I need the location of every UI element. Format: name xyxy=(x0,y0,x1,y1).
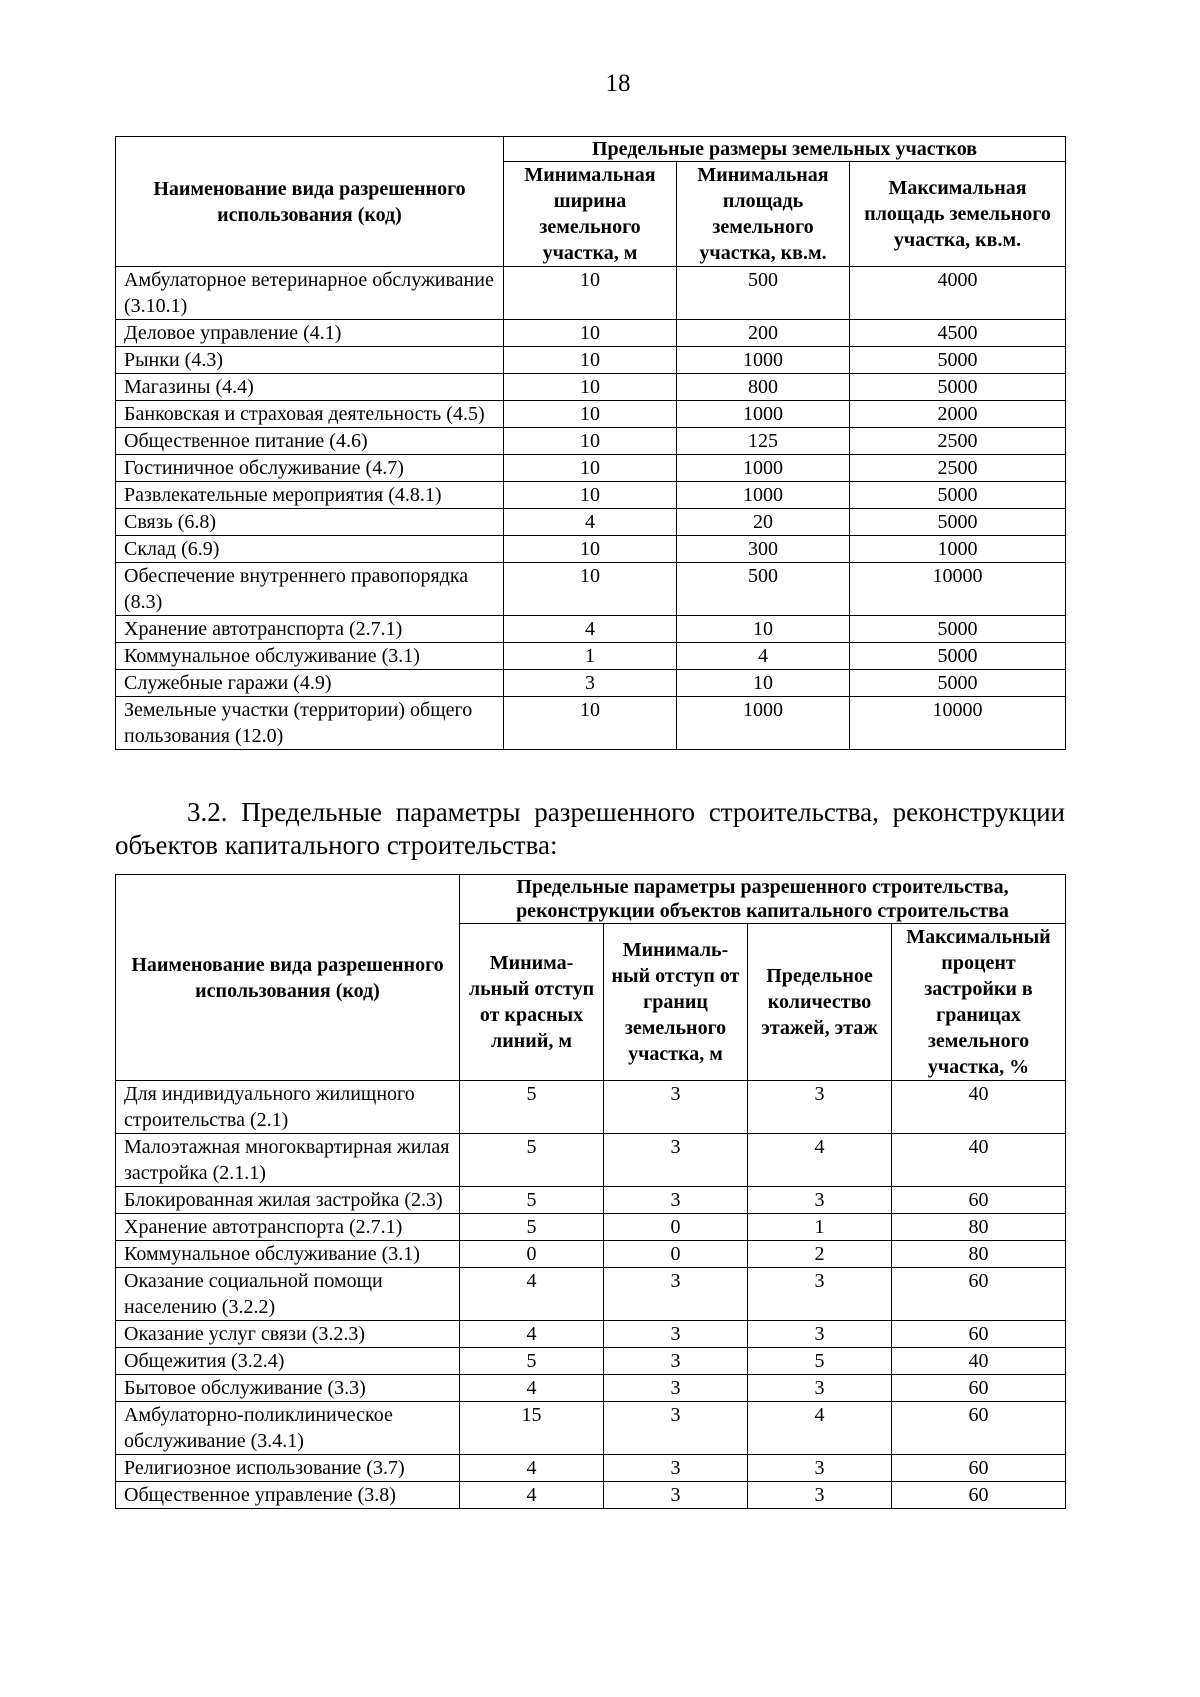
value-cell: 2 xyxy=(748,1241,892,1268)
table-row xyxy=(116,1268,1066,1321)
table-row xyxy=(116,401,1066,428)
value-cell: 80 xyxy=(892,1214,1066,1241)
value-cell: 3 xyxy=(604,1375,748,1402)
value-cell: 3 xyxy=(604,1081,748,1134)
use-type-cell: Банковская и страховая деятельность (4.5) xyxy=(116,401,504,428)
value-cell: 4 xyxy=(504,509,677,536)
construction-parameters-table xyxy=(115,874,1066,1509)
value-cell: 4 xyxy=(460,1268,604,1321)
t2-col-boundary-setback: Минималь-ный отступ от границ земельного участка, м xyxy=(604,924,748,1081)
value-cell: 1000 xyxy=(677,455,850,482)
use-type-cell: Амбулаторное ветеринарное обслуживание (3.10.1) xyxy=(116,267,504,320)
table-row xyxy=(116,1482,1066,1509)
value-cell: 1000 xyxy=(677,347,850,374)
table-row xyxy=(116,1402,1066,1455)
value-cell: 10 xyxy=(504,455,677,482)
value-cell: 0 xyxy=(460,1241,604,1268)
value-cell: 1 xyxy=(748,1214,892,1241)
value-cell: 10 xyxy=(504,374,677,401)
use-type-cell: Малоэтажная многоквартирная жилая застройка (2.1.1) xyxy=(116,1134,460,1187)
use-type-cell: Для индивидуального жилищного строительства (2.1) xyxy=(116,1081,460,1134)
use-type-cell: Гостиничное обслуживание (4.7) xyxy=(116,455,504,482)
value-cell: 4 xyxy=(460,1321,604,1348)
value-cell: 3 xyxy=(748,1482,892,1509)
value-cell: 60 xyxy=(892,1375,1066,1402)
use-type-cell: Общежития (3.2.4) xyxy=(116,1348,460,1375)
value-cell: 3 xyxy=(748,1375,892,1402)
table-row xyxy=(116,1214,1066,1241)
t2-name-header: Наименование вида разрешенного использования (код) xyxy=(116,875,460,1081)
table-row xyxy=(116,455,1066,482)
table-row xyxy=(116,482,1066,509)
table-row xyxy=(116,697,1066,750)
table-row xyxy=(116,509,1066,536)
table-row xyxy=(116,563,1066,616)
value-cell: 3 xyxy=(748,1455,892,1482)
table-row xyxy=(116,616,1066,643)
value-cell: 5000 xyxy=(850,616,1066,643)
value-cell: 4 xyxy=(748,1134,892,1187)
use-type-cell: Блокированная жилая застройка (2.3) xyxy=(116,1187,460,1214)
table-row xyxy=(116,1081,1066,1134)
table-row xyxy=(116,1241,1066,1268)
use-type-cell: Склад (6.9) xyxy=(116,536,504,563)
page-number: 18 xyxy=(605,70,631,97)
t2-group-header: Предельные параметры разрешенного строительства, реконструкции объектов капитального строительства xyxy=(460,875,1066,924)
value-cell: 5000 xyxy=(850,670,1066,697)
value-cell: 1000 xyxy=(677,401,850,428)
value-cell: 10 xyxy=(504,347,677,374)
value-cell: 300 xyxy=(677,536,850,563)
value-cell: 10 xyxy=(677,616,850,643)
value-cell: 5 xyxy=(460,1214,604,1241)
value-cell: 60 xyxy=(892,1187,1066,1214)
value-cell: 5000 xyxy=(850,643,1066,670)
use-type-cell: Хранение автотранспорта (2.7.1) xyxy=(116,1214,460,1241)
value-cell: 3 xyxy=(748,1321,892,1348)
use-type-cell: Хранение автотранспорта (2.7.1) xyxy=(116,616,504,643)
use-type-cell: Амбулаторно-поликлиническое обслуживание (3.4.1) xyxy=(116,1402,460,1455)
value-cell: 2500 xyxy=(850,455,1066,482)
value-cell: 10 xyxy=(504,267,677,320)
table-row xyxy=(116,347,1066,374)
value-cell: 4000 xyxy=(850,267,1066,320)
table-row xyxy=(116,374,1066,401)
value-cell: 5000 xyxy=(850,482,1066,509)
value-cell: 60 xyxy=(892,1268,1066,1321)
value-cell: 3 xyxy=(604,1482,748,1509)
value-cell: 200 xyxy=(677,320,850,347)
value-cell: 3 xyxy=(604,1321,748,1348)
use-type-cell: Бытовое обслуживание (3.3) xyxy=(116,1375,460,1402)
table-row xyxy=(116,1321,1066,1348)
use-type-cell: Деловое управление (4.1) xyxy=(116,320,504,347)
t1-name-header: Наименование вида разрешенного использования (код) xyxy=(116,137,504,267)
value-cell: 3 xyxy=(604,1187,748,1214)
value-cell: 1000 xyxy=(677,482,850,509)
value-cell: 5000 xyxy=(850,509,1066,536)
t2-col-floors: Предельное количество этажей, этаж xyxy=(748,924,892,1081)
value-cell: 3 xyxy=(748,1187,892,1214)
value-cell: 10 xyxy=(504,563,677,616)
t2-col-coverage: Максимальный процент застройки в границах земельного участка, % xyxy=(892,924,1066,1081)
value-cell: 3 xyxy=(748,1081,892,1134)
value-cell: 80 xyxy=(892,1241,1066,1268)
value-cell: 10 xyxy=(504,401,677,428)
value-cell: 0 xyxy=(604,1214,748,1241)
value-cell: 4 xyxy=(460,1482,604,1509)
value-cell: 500 xyxy=(677,563,850,616)
table-row xyxy=(116,643,1066,670)
value-cell: 3 xyxy=(748,1268,892,1321)
value-cell: 60 xyxy=(892,1482,1066,1509)
value-cell: 5000 xyxy=(850,374,1066,401)
value-cell: 10000 xyxy=(850,697,1066,750)
value-cell: 3 xyxy=(604,1134,748,1187)
use-type-cell: Оказание социальной помощи населению (3.2.2) xyxy=(116,1268,460,1321)
value-cell: 3 xyxy=(604,1402,748,1455)
table-row xyxy=(116,670,1066,697)
value-cell: 10 xyxy=(504,482,677,509)
value-cell: 4 xyxy=(460,1455,604,1482)
value-cell: 3 xyxy=(604,1268,748,1321)
land-plot-size-table xyxy=(115,136,1066,750)
t2-col-red-line-setback: Минима-льный отступ от красных линий, м xyxy=(460,924,604,1081)
section-paragraph: 3.2. Предельные параметры разрешенного строительства, реконструкции объектов капитального строительства: xyxy=(115,797,1065,860)
use-type-cell: Общественное управление (3.8) xyxy=(116,1482,460,1509)
value-cell: 500 xyxy=(677,267,850,320)
value-cell: 2500 xyxy=(850,428,1066,455)
value-cell: 60 xyxy=(892,1402,1066,1455)
t1-col-max-area: Максимальная площадь земельного участка, кв.м. xyxy=(850,162,1066,267)
value-cell: 10 xyxy=(504,428,677,455)
value-cell: 4 xyxy=(748,1402,892,1455)
value-cell: 10 xyxy=(504,320,677,347)
use-type-cell: Служебные гаражи (4.9) xyxy=(116,670,504,697)
value-cell: 800 xyxy=(677,374,850,401)
value-cell: 4 xyxy=(677,643,850,670)
use-type-cell: Связь (6.8) xyxy=(116,509,504,536)
use-type-cell: Обеспечение внутреннего правопорядка (8.3) xyxy=(116,563,504,616)
value-cell: 3 xyxy=(604,1455,748,1482)
value-cell: 60 xyxy=(892,1321,1066,1348)
use-type-cell: Рынки (4.3) xyxy=(116,347,504,374)
value-cell: 4500 xyxy=(850,320,1066,347)
value-cell: 4 xyxy=(504,616,677,643)
table-row xyxy=(116,1134,1066,1187)
table-row xyxy=(116,1375,1066,1402)
value-cell: 15 xyxy=(460,1402,604,1455)
table-row xyxy=(116,428,1066,455)
table-row xyxy=(116,320,1066,347)
use-type-cell: Религиозное использование (3.7) xyxy=(116,1455,460,1482)
table-row xyxy=(116,1455,1066,1482)
value-cell: 0 xyxy=(604,1241,748,1268)
value-cell: 40 xyxy=(892,1134,1066,1187)
value-cell: 4 xyxy=(460,1375,604,1402)
t1-col-min-width: Минимальная ширина земельного участка, м xyxy=(504,162,677,267)
value-cell: 5000 xyxy=(850,347,1066,374)
value-cell: 3 xyxy=(604,1348,748,1375)
table-row xyxy=(116,1187,1066,1214)
use-type-cell: Оказание услуг связи (3.2.3) xyxy=(116,1321,460,1348)
use-type-cell: Коммунальное обслуживание (3.1) xyxy=(116,643,504,670)
t1-col-min-area: Минимальная площадь земельного участка, кв.м. xyxy=(677,162,850,267)
table-row xyxy=(116,536,1066,563)
value-cell: 3 xyxy=(504,670,677,697)
value-cell: 10 xyxy=(677,670,850,697)
value-cell: 5 xyxy=(460,1081,604,1134)
value-cell: 40 xyxy=(892,1081,1066,1134)
table-row xyxy=(116,267,1066,320)
value-cell: 5 xyxy=(460,1134,604,1187)
value-cell: 1000 xyxy=(850,536,1066,563)
value-cell: 125 xyxy=(677,428,850,455)
use-type-cell: Общественное питание (4.6) xyxy=(116,428,504,455)
use-type-cell: Земельные участки (территории) общего пользования (12.0) xyxy=(116,697,504,750)
value-cell: 1 xyxy=(504,643,677,670)
value-cell: 60 xyxy=(892,1455,1066,1482)
value-cell: 10 xyxy=(504,697,677,750)
value-cell: 5 xyxy=(460,1187,604,1214)
value-cell: 20 xyxy=(677,509,850,536)
t1-group-header: Предельные размеры земельных участков xyxy=(504,137,1066,162)
use-type-cell: Магазины (4.4) xyxy=(116,374,504,401)
value-cell: 1000 xyxy=(677,697,850,750)
value-cell: 5 xyxy=(748,1348,892,1375)
value-cell: 2000 xyxy=(850,401,1066,428)
value-cell: 40 xyxy=(892,1348,1066,1375)
value-cell: 10000 xyxy=(850,563,1066,616)
value-cell: 5 xyxy=(460,1348,604,1375)
value-cell: 10 xyxy=(504,536,677,563)
use-type-cell: Коммунальное обслуживание (3.1) xyxy=(116,1241,460,1268)
table-row xyxy=(116,1348,1066,1375)
use-type-cell: Развлекательные мероприятия (4.8.1) xyxy=(116,482,504,509)
